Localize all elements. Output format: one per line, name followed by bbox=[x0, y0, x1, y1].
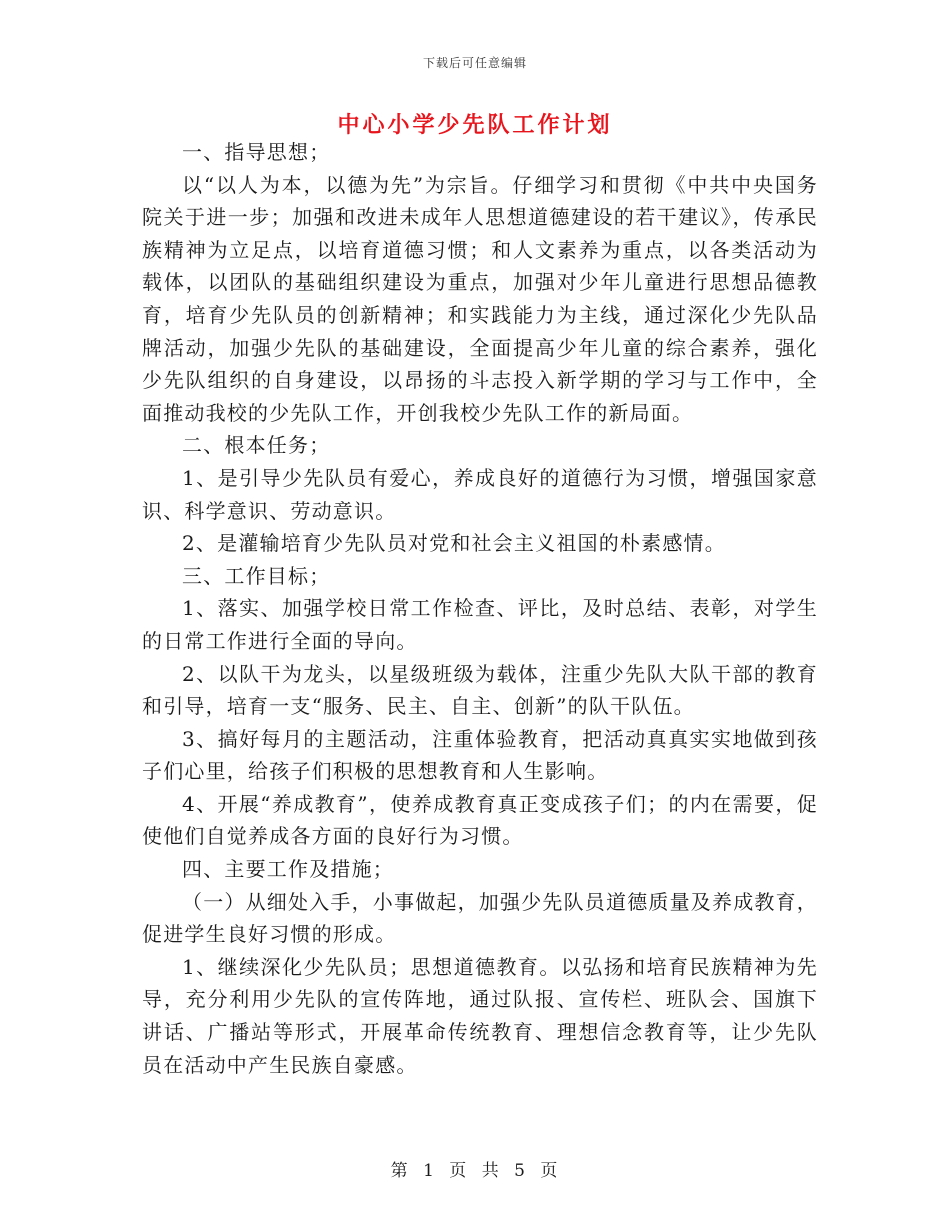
paragraph-guiding-ideology: 以“以人为本，以德为先”为宗旨。仔细学习和贯彻《中共中央国务院关于进一步；加强和改进未成年人思想道德建设的若干建议》，传承民族精神为立足点，以培育道德习惯；和人文素养为重点，以各类活动为载体，以团队的基础组织建设为重点，加强对少年儿童进行思想品德教育，培育少先队员的创新精神；和实践能力为主线，通过深化少先队品牌活动，加强少先队的基础建设，全面提高少年儿童的综合素养，强化少先队组织的自身建设，以昂扬的斗志投入新学期的学习与工作中，全面推动我校的少先队工作，开创我校少先队工作的新局面。 bbox=[142, 172, 818, 425]
paragraph-goal-2: 2、以队干为龙头，以星级班级为载体，注重少先队大队干部的教育和引导，培育一支“服务、民主、自主、创新”的队干队伍。 bbox=[142, 661, 818, 719]
section-heading-basic-tasks: 二、根本任务； bbox=[182, 433, 331, 458]
paragraph-goal-4: 4、开展“养成教育”，使养成教育真正变成孩子们；的内在需要，促使他们自觉养成各方面的良好行为习惯。 bbox=[142, 791, 818, 849]
document-body bbox=[142, 136, 818, 1081]
paragraph-task-2: 2、是灌输培育少先队员对党和社会主义祖国的朴素感情。 bbox=[182, 531, 726, 556]
section-heading-work-goals: 三、工作目标； bbox=[182, 563, 331, 588]
paragraph-task-1: 1、是引导少先队员有爱心，养成良好的道德行为习惯，增强国家意识、科学意识、劳动意识。 bbox=[142, 465, 818, 523]
paragraph-goal-3: 3、搞好每月的主题活动，注重体验教育，把活动真真实实地做到孩子们心里，给孩子们积极的思想教育和人生影响。 bbox=[142, 726, 818, 784]
section-heading-guiding-ideology: 一、指导思想； bbox=[182, 140, 331, 164]
paragraph-goal-1: 1、落实、加强学校日常工作检查、评比，及时总结、表彰，对学生的日常工作进行全面的导向。 bbox=[142, 596, 818, 653]
section-heading-main-work: 四、主要工作及措施； bbox=[182, 857, 394, 882]
page-number: 第 1 页 共 5 页 bbox=[390, 1161, 560, 1181]
document-title: 中心小学少先队工作计划 bbox=[337, 113, 613, 138]
paragraph-measure-1: 1、继续深化少先队员；思想道德教育。以弘扬和培育民族精神为先导，充分利用少先队的宣传阵地，通过队报、宣传栏、班队会、国旗下讲话、广播站等形式，开展革命传统教育、理想信念教育等，让少先队员在活动中产生民族自豪感。 bbox=[142, 954, 818, 1077]
page-header-note: 下载后可任意编辑 bbox=[422, 56, 527, 70]
paragraph-subsection-1: （一）从细处入手，小事做起，加强少先队员道德质量及养成教育，促进学生良好习惯的形成。 bbox=[142, 889, 818, 947]
